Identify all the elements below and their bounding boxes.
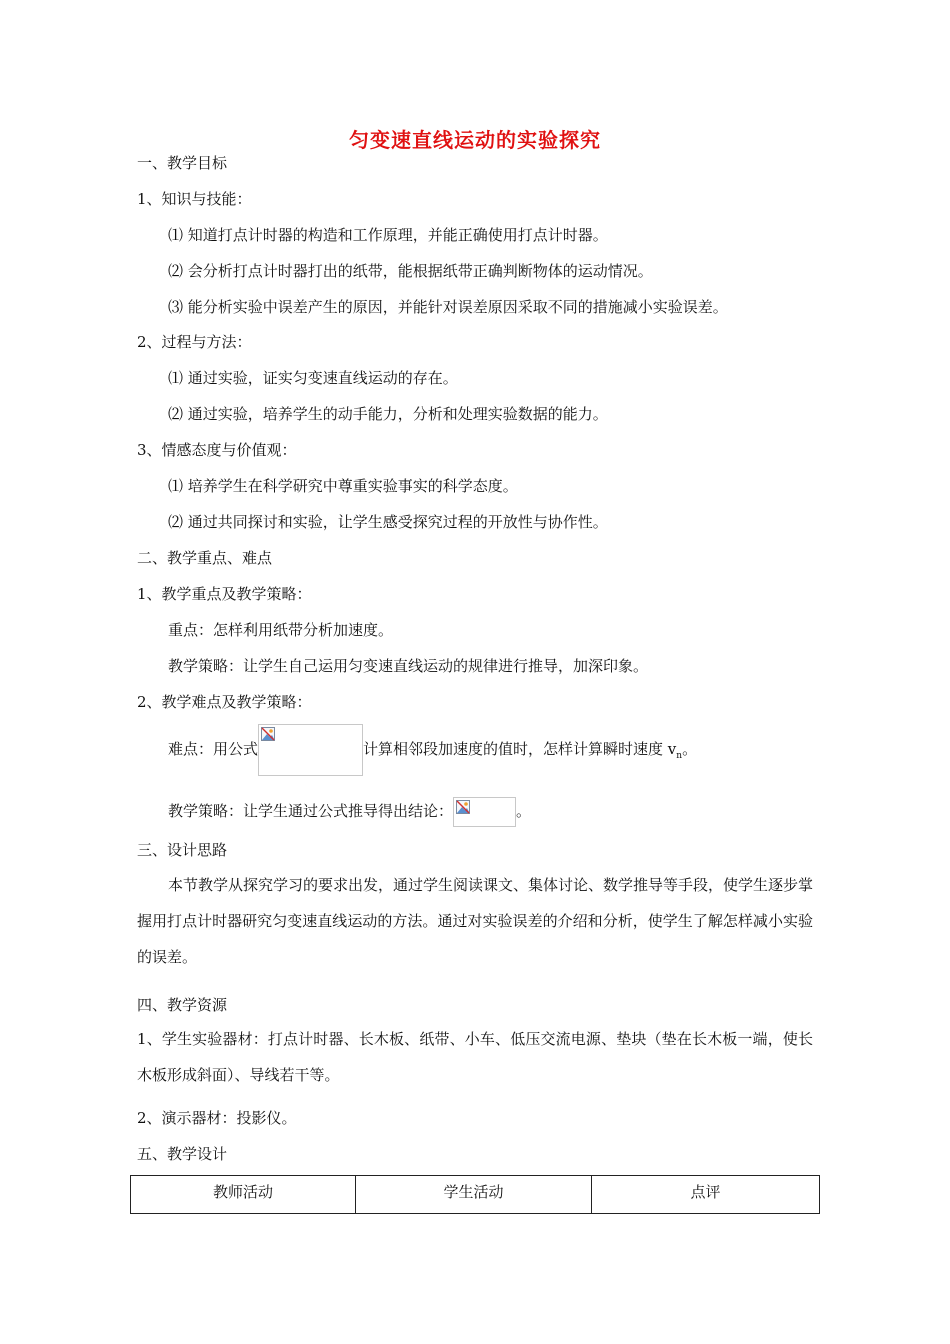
section-heading-design: 三、设计思路 bbox=[137, 841, 228, 859]
subheading-key-strategy: 1、教学重点及教学策略： bbox=[137, 585, 312, 603]
period: 。 bbox=[516, 802, 532, 820]
strategy-conclusion-line bbox=[168, 796, 531, 827]
table-header-cell: 学生活动 bbox=[356, 1176, 592, 1214]
section-heading-resources: 四、教学资源 bbox=[137, 996, 228, 1014]
list-item: ⑴ 知道打点计时器的构造和工作原理，并能正确使用打点计时器。 bbox=[168, 226, 608, 244]
strategy-prefix: 教学策略：让学生通过公式推导得出结论： bbox=[168, 802, 454, 820]
subheading-difficulty-strategy: 2、教学难点及教学策略： bbox=[137, 693, 312, 711]
table-header-row bbox=[131, 1176, 820, 1214]
table-header-cell: 点评 bbox=[592, 1176, 820, 1214]
key-point-text: 重点：怎样利用纸带分析加速度。 bbox=[168, 621, 394, 639]
strategy-text: 教学策略：让学生自己运用匀变速直线运动的规律进行推导，加深印象。 bbox=[168, 657, 649, 675]
list-item: ⑵ 通过实验，培养学生的动手能力，分析和处理实验数据的能力。 bbox=[168, 405, 608, 423]
teaching-design-table bbox=[130, 1175, 820, 1214]
list-item: ⑴ 培养学生在科学研究中尊重实验事实的科学态度。 bbox=[168, 477, 518, 495]
formula-image-placeholder bbox=[258, 724, 363, 776]
list-item: ⑴ 通过实验，证实匀变速直线运动的存在。 bbox=[168, 369, 458, 387]
subscript-n: n bbox=[676, 751, 683, 761]
subheading-attitude-values: 3、情感态度与价值观： bbox=[137, 441, 297, 459]
difficulty-suffix: 计算相邻段加速度的值时，怎样计算瞬时速度 v bbox=[363, 740, 677, 758]
subheading-process-method: 2、过程与方法： bbox=[137, 333, 252, 351]
section-heading-objectives: 一、教学目标 bbox=[137, 154, 228, 172]
document-title: 匀变速直线运动的实验探究 bbox=[349, 128, 601, 152]
section-heading-teaching-design: 五、教学设计 bbox=[137, 1145, 228, 1163]
section-heading-key-points: 二、教学重点、难点 bbox=[137, 549, 273, 567]
broken-image-icon bbox=[456, 800, 470, 814]
broken-image-icon bbox=[261, 727, 275, 741]
conclusion-image-placeholder bbox=[453, 797, 516, 827]
list-item: ⑵ 通过共同探讨和实验，让学生感受探究过程的开放性与协作性。 bbox=[168, 513, 608, 531]
student-materials-text: 1、学生实验器材：打点计时器、长木板、纸带、小车、低压交流电源、垫块（垫在长木板一端，使长木板形成斜面）、导线若干等。 bbox=[137, 1030, 813, 1084]
table-header-cell: 教师活动 bbox=[131, 1176, 356, 1214]
subheading-knowledge-skills: 1、知识与技能： bbox=[137, 190, 252, 208]
list-item: ⑶ 能分析实验中误差产生的原因，并能针对误差原因采取不同的措施减小实验误差。 bbox=[168, 298, 728, 316]
difficulty-prefix: 难点：用公式 bbox=[168, 740, 259, 758]
demo-materials-text: 2、演示器材：投影仪。 bbox=[137, 1109, 297, 1127]
period: 。 bbox=[682, 740, 698, 758]
design-paragraph: 本节教学从探究学习的要求出发，通过学生阅读课文、集体讨论、数学推导等手段，使学生逐步掌握用打点计时器研究匀变速直线运动的方法。通过对实验误差的介绍和分析，使学生了解怎样减小实验的误差。 bbox=[137, 876, 814, 966]
difficulty-line bbox=[168, 724, 697, 781]
list-item: ⑵ 会分析打点计时器打出的纸带，能根据纸带正确判断物体的运动情况。 bbox=[168, 262, 653, 280]
